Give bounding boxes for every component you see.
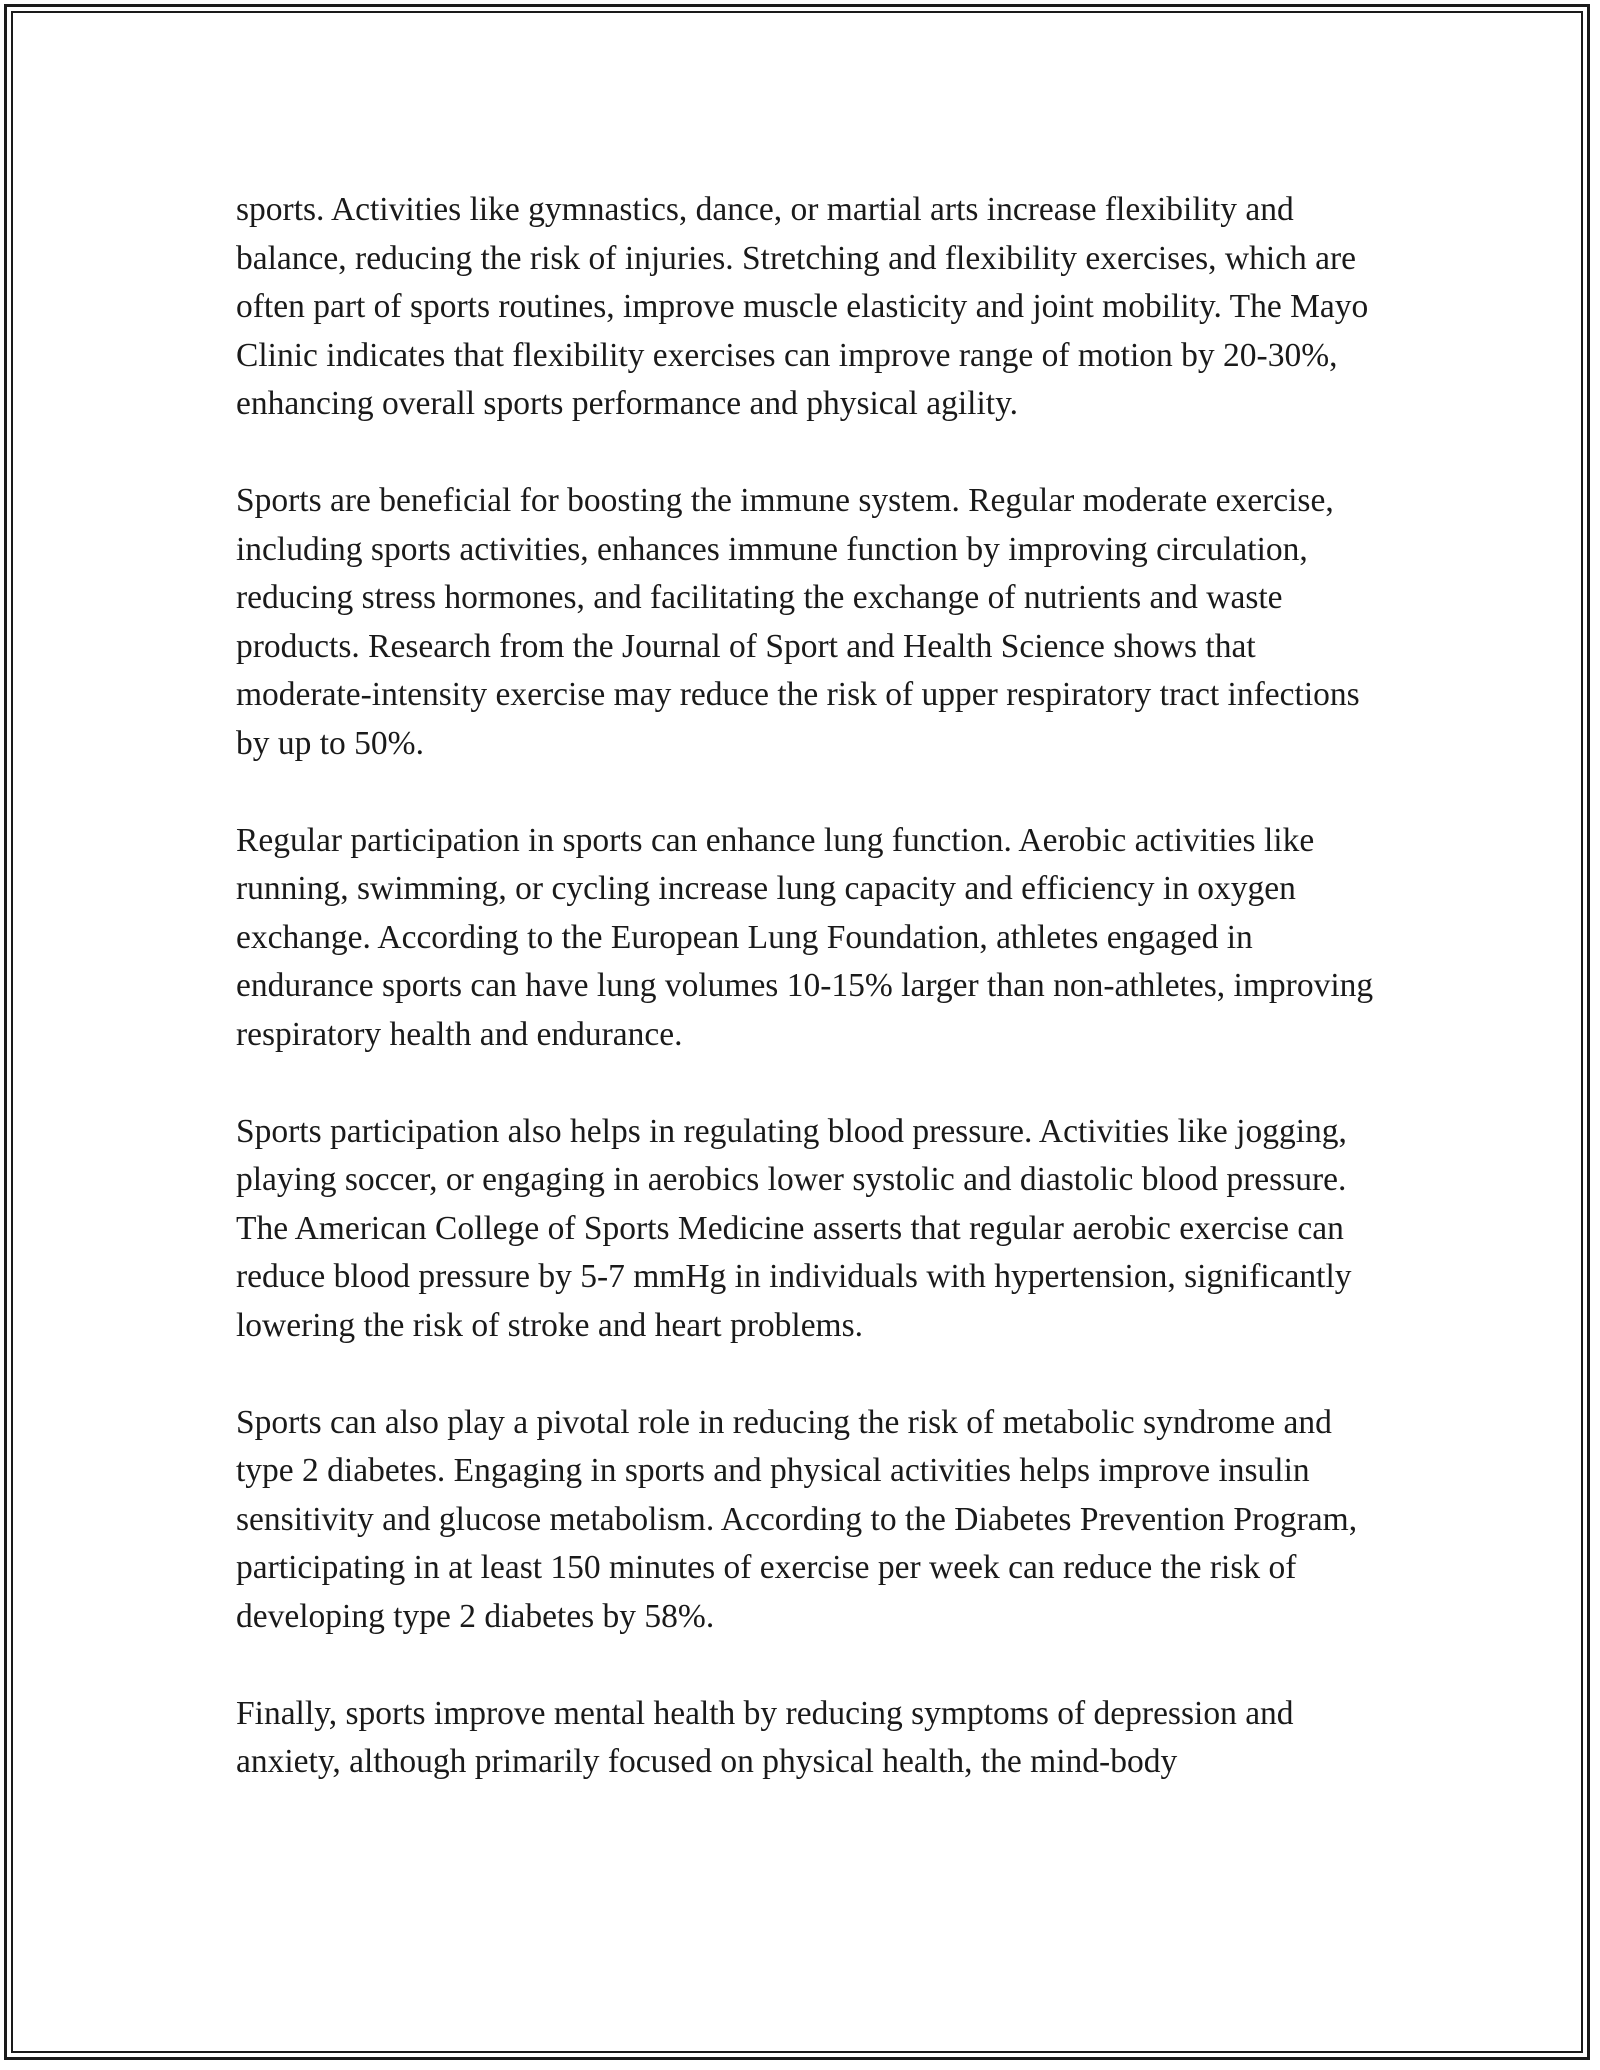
document-body [236,186,1382,1787]
paragraph-flexibility: sports. Activities like gymnastics, dance, or martial arts increase flexibility and balance, reducing the risk of injuries. Stretching and flexibility exercises, which are often part of sports routines, improve muscle elasticity and joint mobility. The Mayo Clinic indicates that flexibility exercises can improve range of motion by 20-30%, enhancing overall sports performance and physical agility. [236,191,1369,422]
paragraph-blood-pressure: Sports participation also helps in regulating blood pressure. Activities like jogging, playing soccer, or engaging in aerobics lower systolic and diastolic blood pressure. The American College of Sports Medicine asserts that regular aerobic exercise can reduce blood pressure by 5-7 mmHg in individuals with hypertension, significantly lowering the risk of stroke and heart problems. [236,1112,1352,1344]
paragraph-immune-system: Sports are beneficial for boosting the immune system. Regular moderate exercise, including sports activities, enhances immune function by improving circulation, reducing stress hormones, and facilitating the exchange of nutrients and waste products. Research from the Journal of Sport and Health Science shows that moderate-intensity exercise may reduce the risk of upper respiratory tract infections by up to 50%. [236,482,1360,762]
paragraph-mental-health: Finally, sports improve mental health by reducing symptoms of depression and anxiety, although primarily focused on physical health, the mind-body [236,1694,1294,1780]
paragraph-diabetes: Sports can also play a pivotal role in reducing the risk of metabolic syndrome and type 2 diabetes. Engaging in sports and physical activities helps improve insulin sensitivity and glucose metabolism. According to the Diabetes Prevention Program, participating in at least 150 minutes of exercise per week can reduce the risk of developing type 2 diabetes by 58%. [236,1403,1358,1635]
paragraph-lung-function: Regular participation in sports can enhance lung function. Aerobic activities like running, swimming, or cycling increase lung capacity and efficiency in oxygen exchange. According to the European Lung Foundation, athletes engaged in endurance sports can have lung volumes 10-15% larger than non-athletes, improving respiratory health and endurance. [236,821,1374,1053]
